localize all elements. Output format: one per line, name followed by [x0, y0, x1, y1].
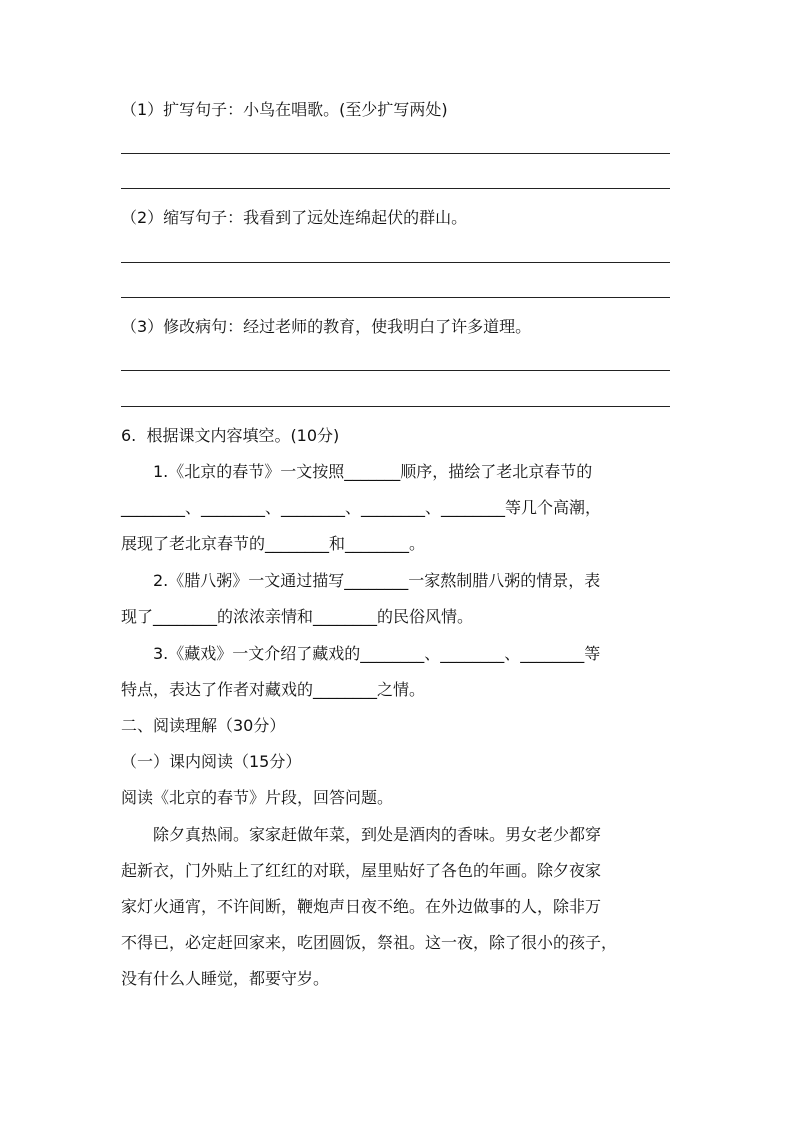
answer-line	[121, 297, 670, 298]
passage-line: 起新衣，门外贴上了红红的对联，屋里贴好了各色的年画。除夕夜家	[121, 861, 602, 880]
item1-line2: ________、________、________、________、________等几个高潮，	[121, 498, 602, 517]
item1-line3: 展现了老北京春节的________和________。	[121, 534, 426, 553]
answer-line	[121, 188, 670, 189]
passage-line: 除夕真热闹。家家赶做年菜，到处是酒肉的香味。男女老少都穿	[153, 825, 602, 844]
passage-line: 没有什么人睡觉，都要守岁。	[121, 969, 330, 988]
answer-line	[121, 153, 670, 154]
reading-instruction: 阅读《北京的春节》片段，回答问题。	[121, 788, 394, 807]
item1-line1: 1.《北京的春节》一文按照_______顺序，描绘了老北京春节的	[153, 462, 593, 481]
passage-line: 不得已，必定赶回家来，吃团圆饭，祭祖。这一夜，除了很小的孩子，	[121, 933, 618, 952]
item3-line2: 特点，表达了作者对藏戏的________之情。	[121, 680, 426, 699]
item2-line2: 现了________的浓浓亲情和________的民俗风情。	[121, 607, 474, 626]
answer-line	[121, 370, 670, 371]
q1-prompt: （1）扩写句子：小鸟在唱歌。(至少扩写两处)	[121, 100, 448, 119]
item3-line1: 3.《藏戏》一文介绍了藏戏的________、________、________等	[153, 644, 601, 663]
answer-line	[121, 406, 670, 407]
q2-prompt: （2）缩写句子：我看到了远处连绵起伏的群山。	[121, 208, 468, 227]
part2-sub-heading: （一）课内阅读（15分）	[121, 752, 302, 771]
item2-line1: 2.《腊八粥》一文通过描写________一家熬制腊八粥的情景，表	[153, 571, 601, 590]
answer-line	[121, 262, 670, 263]
q3-prompt: （3）修改病句：经过老师的教育，使我明白了许多道理。	[121, 317, 532, 336]
passage-line: 家灯火通宵，不许间断，鞭炮声日夜不绝。在外边做事的人，除非万	[121, 897, 602, 916]
part2-heading: 二、阅读理解（30分）	[121, 716, 286, 735]
section6-heading: 6. 根据课文内容填空。(10分)	[121, 426, 340, 445]
